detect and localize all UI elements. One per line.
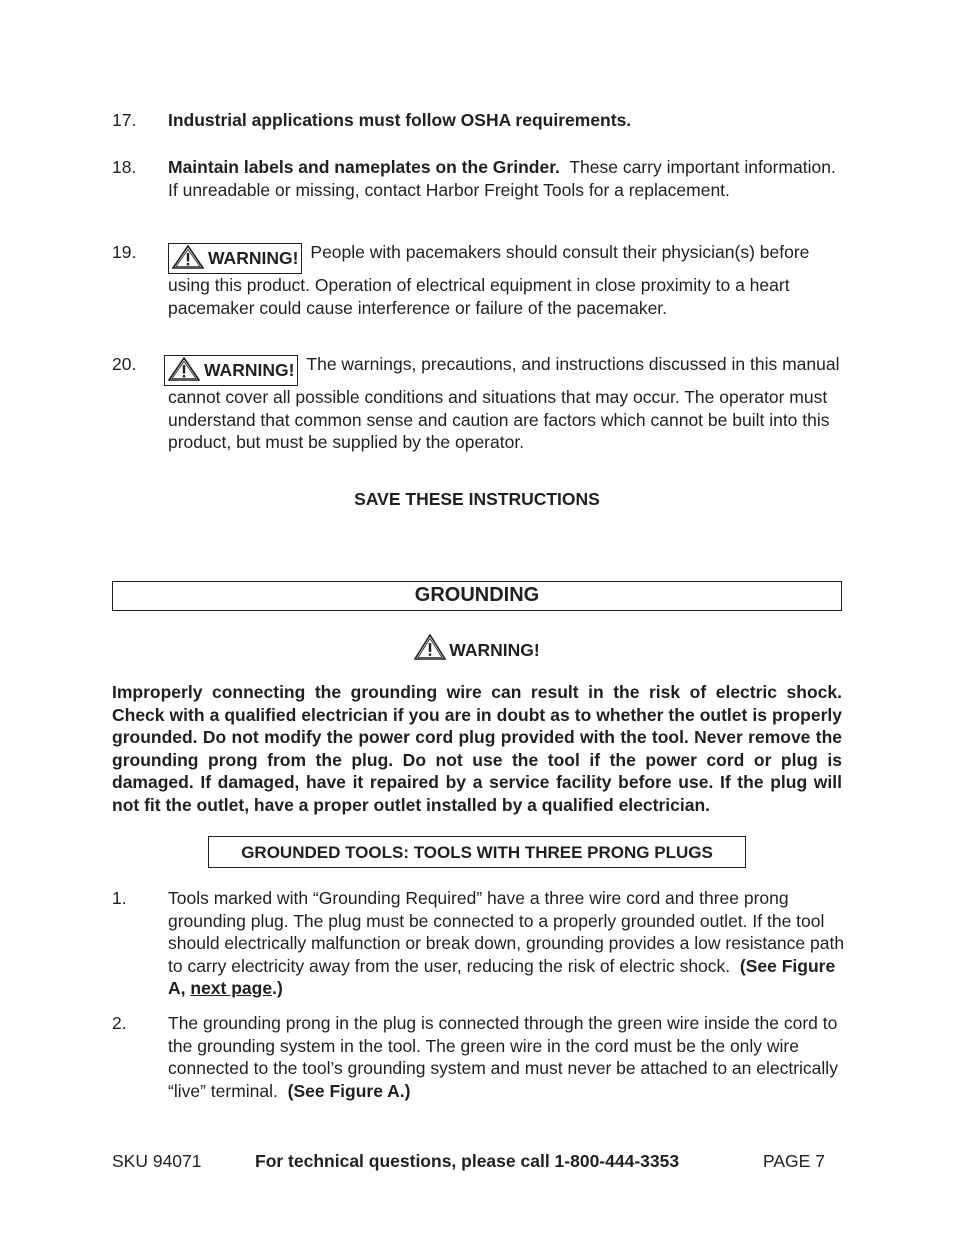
grounded-tools-subheading: GROUNDED TOOLS: TOOLS WITH THREE PRONG PLUGS xyxy=(208,836,746,868)
footer-page-number: PAGE 7 xyxy=(763,1151,825,1171)
list-item-18 xyxy=(112,156,847,201)
warning-label-text: WARNING! xyxy=(208,248,299,268)
item-text: These carry important information. If unreadable or missing, contact Harbor Freight Tools for a replacement. xyxy=(168,157,836,200)
warning-triangle-icon xyxy=(414,634,446,660)
item-number: 2. xyxy=(112,1013,127,1033)
footer-phone: For technical questions, please call 1-800-444-3353 xyxy=(255,1151,680,1171)
warning-triangle-icon xyxy=(168,357,200,381)
item-bold-text: Maintain labels and nameplates on the Grinder. xyxy=(168,157,560,177)
item-number: 19. xyxy=(112,242,137,262)
item-text: People with pacemakers should consult their physician(s) before using this product. Operation of electrical equipment in close proximity to a heart pacemaker could cause interference or failure of the pacemaker. xyxy=(168,242,810,318)
grounding-list-item-1 xyxy=(112,887,847,1000)
footer-sku: SKU 94071 xyxy=(112,1151,202,1171)
list-item-19 xyxy=(112,241,847,319)
item-text: The warnings, precautions, and instructions discussed in this manual cannot cover all possible conditions and situations that may occur. The operator must understand that common sense and caution are factors which cannot be built into this product, but must be supplied by the operator. xyxy=(168,354,840,452)
item-bold-text: Industrial applications must follow OSHA requirements. xyxy=(168,110,632,130)
list-item-17 xyxy=(112,109,847,132)
save-instructions-heading: SAVE THESE INSTRUCTIONS xyxy=(354,489,600,509)
item-number: 17. xyxy=(112,110,137,130)
grounding-warning-text: Improperly connecting the grounding wire can result in the risk of electric shock. Check with a qualified electrician if you are in doubt as to whether the outlet is properly grounded. Do not modify the power cord plug provided with the tool. Never remove the grounding prong from the plug. Do not use the tool if the power cord or plug is damaged. If damaged, have it repaired by a service facility before use. If the plug will not fit the outlet, have a proper outlet installed by a qualified electrician. xyxy=(112,682,842,815)
next-page-link[interactable]: next page xyxy=(190,978,273,998)
item-number: 18. xyxy=(112,157,137,177)
item-number: 1. xyxy=(112,888,127,908)
figure-reference: (See Figure A.) xyxy=(287,1080,411,1101)
figure-reference: (See Figure A, next page.) xyxy=(168,955,836,998)
warning-triangle-icon xyxy=(172,245,204,269)
item-text: Tools marked with “Grounding Required” have a three wire cord and three prong grounding plug. The plug must be connected to a properly grounded outlet. If the tool should electrically malfunction or break down, grounding provides a low resistance path to carry electricity away from the user, reducing the risk of electric shock. xyxy=(168,888,845,976)
grounding-warning-label: WARNING! xyxy=(449,640,540,660)
warning-label xyxy=(164,355,298,386)
list-item-20 xyxy=(112,353,847,454)
grounding-warning xyxy=(0,634,954,665)
item-text: The grounding prong in the plug is connected through the green wire inside the cord to the grounding system in the tool. The green wire in the cord must be the only wire connected to the tool’s grounding system and must never be attached to an electrically “live” terminal. xyxy=(168,1013,838,1101)
grounding-heading: GROUNDING xyxy=(112,581,842,611)
item-number: 20. xyxy=(112,354,137,374)
warning-label-text: WARNING! xyxy=(204,360,295,380)
grounding-list-item-2 xyxy=(112,1012,847,1102)
warning-label xyxy=(168,243,302,274)
